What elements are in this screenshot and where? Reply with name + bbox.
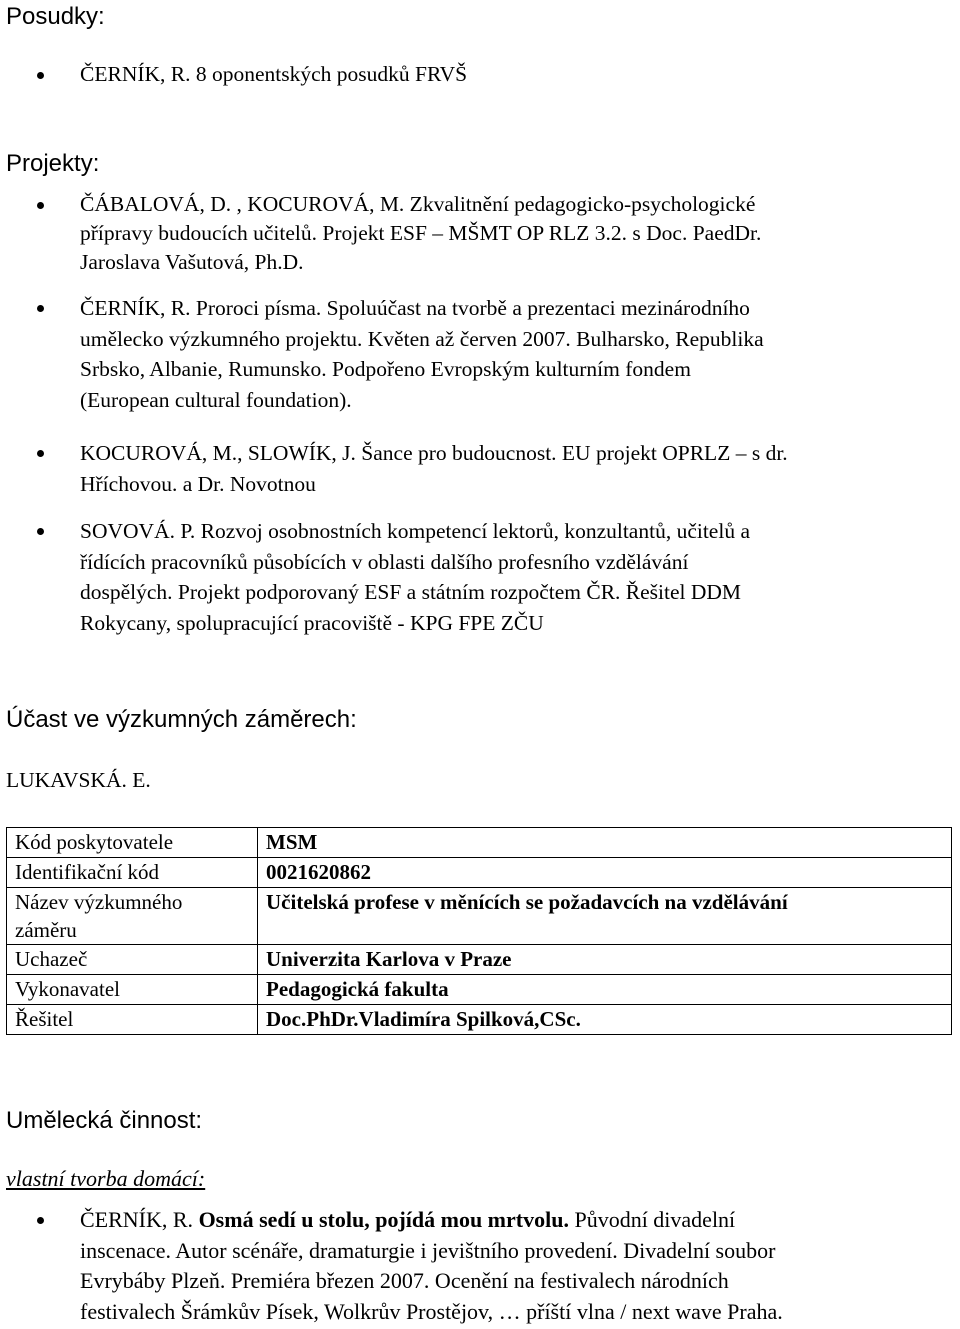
- bullet-icon: [37, 450, 44, 457]
- table-row: [7, 828, 952, 858]
- table-row: [7, 858, 952, 888]
- list-item: [0, 60, 467, 89]
- table-key: Kód poskytovatele: [7, 828, 258, 858]
- list-item: [0, 516, 750, 638]
- list-item-line: umělecko výzkumného projektu. Květen až červen 2007. Bulharsko, Republika: [80, 326, 764, 351]
- list-item-line: Jaroslava Vašutová, Ph.D.: [80, 250, 304, 274]
- list-item-line: ČERNÍK, R. Proroci písma. Spoluúčast na tvorbě a prezentaci mezinárodního: [80, 296, 750, 320]
- projekty-list: [0, 293, 764, 415]
- list-item-line: Evrybáby Plzeň. Premiéra březen 2007. Ocenění na festivalech národních: [80, 1268, 729, 1293]
- bullet-icon: [37, 202, 44, 209]
- bullet-icon: [37, 1217, 44, 1224]
- list-item-line: řídících pracovníků působících v oblasti dalšího profesního vzdělávání: [80, 549, 689, 574]
- section-heading-posudky: Posudky:: [6, 3, 105, 30]
- list-item-line: Srbsko, Albanie, Rumunsko. Podpořeno Evropským kulturním fondem: [80, 357, 691, 381]
- person-name: LUKAVSKÁ. E.: [6, 768, 151, 792]
- table-row: [7, 945, 952, 975]
- bullet-icon: [37, 528, 44, 535]
- section-heading-umelecka: Umělecká činnost:: [6, 1107, 203, 1134]
- subheading: vlastní tvorba domácí:: [6, 1166, 206, 1191]
- list-item: [0, 438, 788, 499]
- posudky-list: [0, 60, 467, 89]
- table-value: Univerzita Karlova v Praze: [258, 945, 952, 975]
- list-item-line: SOVOVÁ. P. Rozvoj osobnostních kompetencí lektorů, konzultantů, učitelů a: [80, 519, 750, 543]
- table-row: [7, 888, 952, 945]
- table-value: MSM: [258, 828, 952, 858]
- table-key: Řešitel: [7, 1005, 258, 1035]
- projekty-list: [0, 516, 750, 638]
- list-item: [0, 1205, 783, 1327]
- list-item-line: ČÁBALOVÁ, D. , KOCUROVÁ, M. Zkvalitnění pedagogicko-psychologické: [80, 192, 756, 216]
- list-item-line: dospělých. Projekt podporovaný ESF a státním rozpočtem ČR. Řešitel DDM: [80, 580, 742, 604]
- list-item-line: [80, 1205, 783, 1236]
- work-title: Osmá sedí u stolu, pojídá mou mrtvolu.: [198, 1207, 569, 1232]
- section-heading-ucast: Účast ve výzkumných záměrech:: [6, 706, 357, 733]
- list-item-line: Rokycany, spolupracující pracoviště - KPG FPE ZČU: [80, 610, 544, 635]
- table-key: Identifikační kód: [7, 858, 258, 888]
- table-value: 0021620862: [258, 858, 952, 888]
- projekty-list: [0, 190, 761, 277]
- author: ČERNÍK, R.: [80, 1207, 199, 1232]
- section-heading-projekty: Projekty:: [6, 150, 100, 177]
- list-item-line: KOCUROVÁ, M., SLOWÍK, J. Šance pro budoucnost. EU projekt OPRLZ – s dr.: [80, 441, 788, 465]
- list-item-line: festivalech Šrámkův Písek, Wolkrův Prostějov, … příští vlna / next wave Praha.: [80, 1298, 783, 1324]
- table-key: Vykonavatel: [7, 975, 258, 1005]
- list-item-line: (European cultural foundation).: [80, 387, 352, 412]
- list-item: [0, 190, 761, 277]
- table-key: Název výzkumného záměru: [7, 888, 258, 945]
- table-row: [7, 975, 952, 1005]
- table-row: [7, 1005, 952, 1035]
- list-item-line: přípravy budoucích učitelů. Projekt ESF – MŠMT OP RLZ 3.2. s Doc. PaedDr.: [80, 221, 762, 245]
- table-value: Pedagogická fakulta: [258, 975, 952, 1005]
- list-item-text: ČERNÍK, R. 8 oponentských posudků FRVŠ: [80, 62, 468, 86]
- research-table: [6, 827, 952, 1035]
- table-value: Učitelská profese v měnících se požadavcích na vzdělávání: [258, 888, 952, 945]
- list-item: [0, 293, 764, 415]
- list-item-line: Hříchovou. a Dr. Novotnou: [80, 471, 316, 496]
- bullet-icon: [37, 305, 44, 312]
- list-item-line: inscenace. Autor scénáře, dramaturgie i jevištního provedení. Divadelní soubor: [80, 1237, 776, 1263]
- projekty-list: [0, 438, 788, 499]
- table-key: Uchazeč: [7, 945, 258, 975]
- table-value: Doc.PhDr.Vladimíra Spilková,CSc.: [258, 1005, 952, 1035]
- umelecka-list: [0, 1205, 783, 1327]
- list-item-text: Původní divadelní: [568, 1207, 736, 1232]
- bullet-icon: [37, 72, 44, 79]
